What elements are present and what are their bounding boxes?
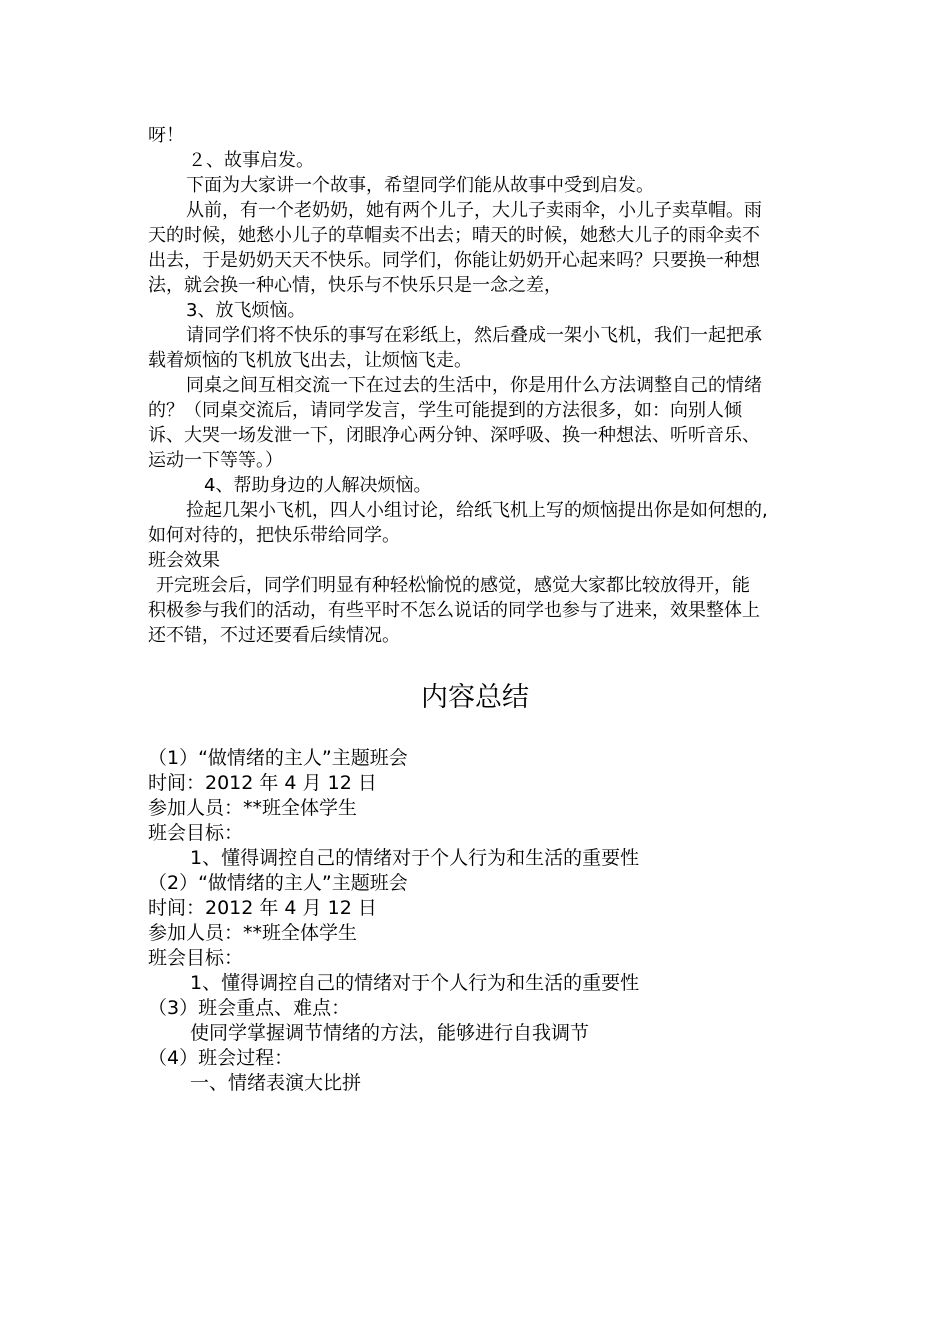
section-heading-effect: 班会效果 [148,550,220,571]
body-text-line: 诉、大哭一场发泄一下，闭眼净心两分钟、深呼吸、换一种想法、听听音乐、 [148,425,760,446]
body-text-line: 的？（同桌交流后，请同学发言，学生可能提到的方法很多，如：向别人倾 [148,400,742,421]
body-text-line: 请同学们将不快乐的事写在彩纸上，然后叠成一架小飞机，我们一起把承 [186,325,762,346]
summary-line: 时间：2012 年 4 月 12 日 [148,897,377,919]
section-heading-fly: 3、放飞烦恼。 [186,300,306,321]
body-text-line: 还不错，不过还要看后续情况。 [148,625,400,646]
body-text-line: 积极参与我们的活动，有些平时不怎么说话的同学也参与了进来，效果整体上 [148,600,760,621]
body-text-line: 呀！ [148,125,184,146]
summary-line: 班会目标： [148,947,244,969]
section-heading-story: ２、故事启发。 [188,150,314,171]
body-text-line: 出去，于是奶奶天天不快乐。同学们，你能让奶奶开心起来吗？只要换一种想 [148,250,760,271]
body-text-line: 法，就会换一种心情，快乐与不快乐只是一念之差， [148,275,562,296]
summary-line: 使同学掌握调节情绪的方法，能够进行自我调节 [190,1022,590,1044]
body-text-line: 开完班会后，同学们明显有种轻松愉悦的感觉，感觉大家都比较放得开，能 [156,575,750,596]
body-text-line: 从前，有一个老奶奶，她有两个儿子，大儿子卖雨伞，小儿子卖草帽。雨 [186,200,762,221]
summary-line: （4）班会过程： [148,1047,294,1069]
summary-line: （3）班会重点、难点： [148,997,351,1019]
summary-line: 班会目标： [148,822,244,844]
body-text-line: 下面为大家讲一个故事，希望同学们能从故事中受到启发。 [186,175,654,196]
body-text-line: 同桌之间互相交流一下在过去的生活中，你是用什么方法调整自己的情绪 [186,375,762,396]
summary-line: 1、懂得调控自己的情绪对于个人行为和生活的重要性 [190,847,640,869]
summary-line: 参加人员：**班全体学生 [148,797,358,819]
summary-line: 参加人员：**班全体学生 [148,922,358,944]
summary-title: 内容总结 [421,682,529,713]
summary-line: 1、懂得调控自己的情绪对于个人行为和生活的重要性 [190,972,640,994]
section-heading-help: 4、帮助身边的人解决烦恼。 [204,475,432,496]
body-text-line: 如何对待的，把快乐带给同学。 [148,525,400,546]
body-text-line: 运动一下等等。） [148,450,283,471]
summary-line: 时间：2012 年 4 月 12 日 [148,772,377,794]
body-text-line: 天的时候，她愁小儿子的草帽卖不出去；晴天的时候，她愁大儿子的雨伞卖不 [148,225,760,246]
summary-line: 一、情绪表演大比拼 [190,1072,362,1094]
body-text-line: 载着烦恼的飞机放飞出去，让烦恼飞走。 [148,350,472,371]
body-text-line: 捡起几架小飞机，四人小组讨论，给纸飞机上写的烦恼提出你是如何想的, [186,500,768,521]
summary-line: （1）“做情绪的主人”主题班会 [148,747,408,769]
summary-line: （2）“做情绪的主人”主题班会 [148,872,408,894]
